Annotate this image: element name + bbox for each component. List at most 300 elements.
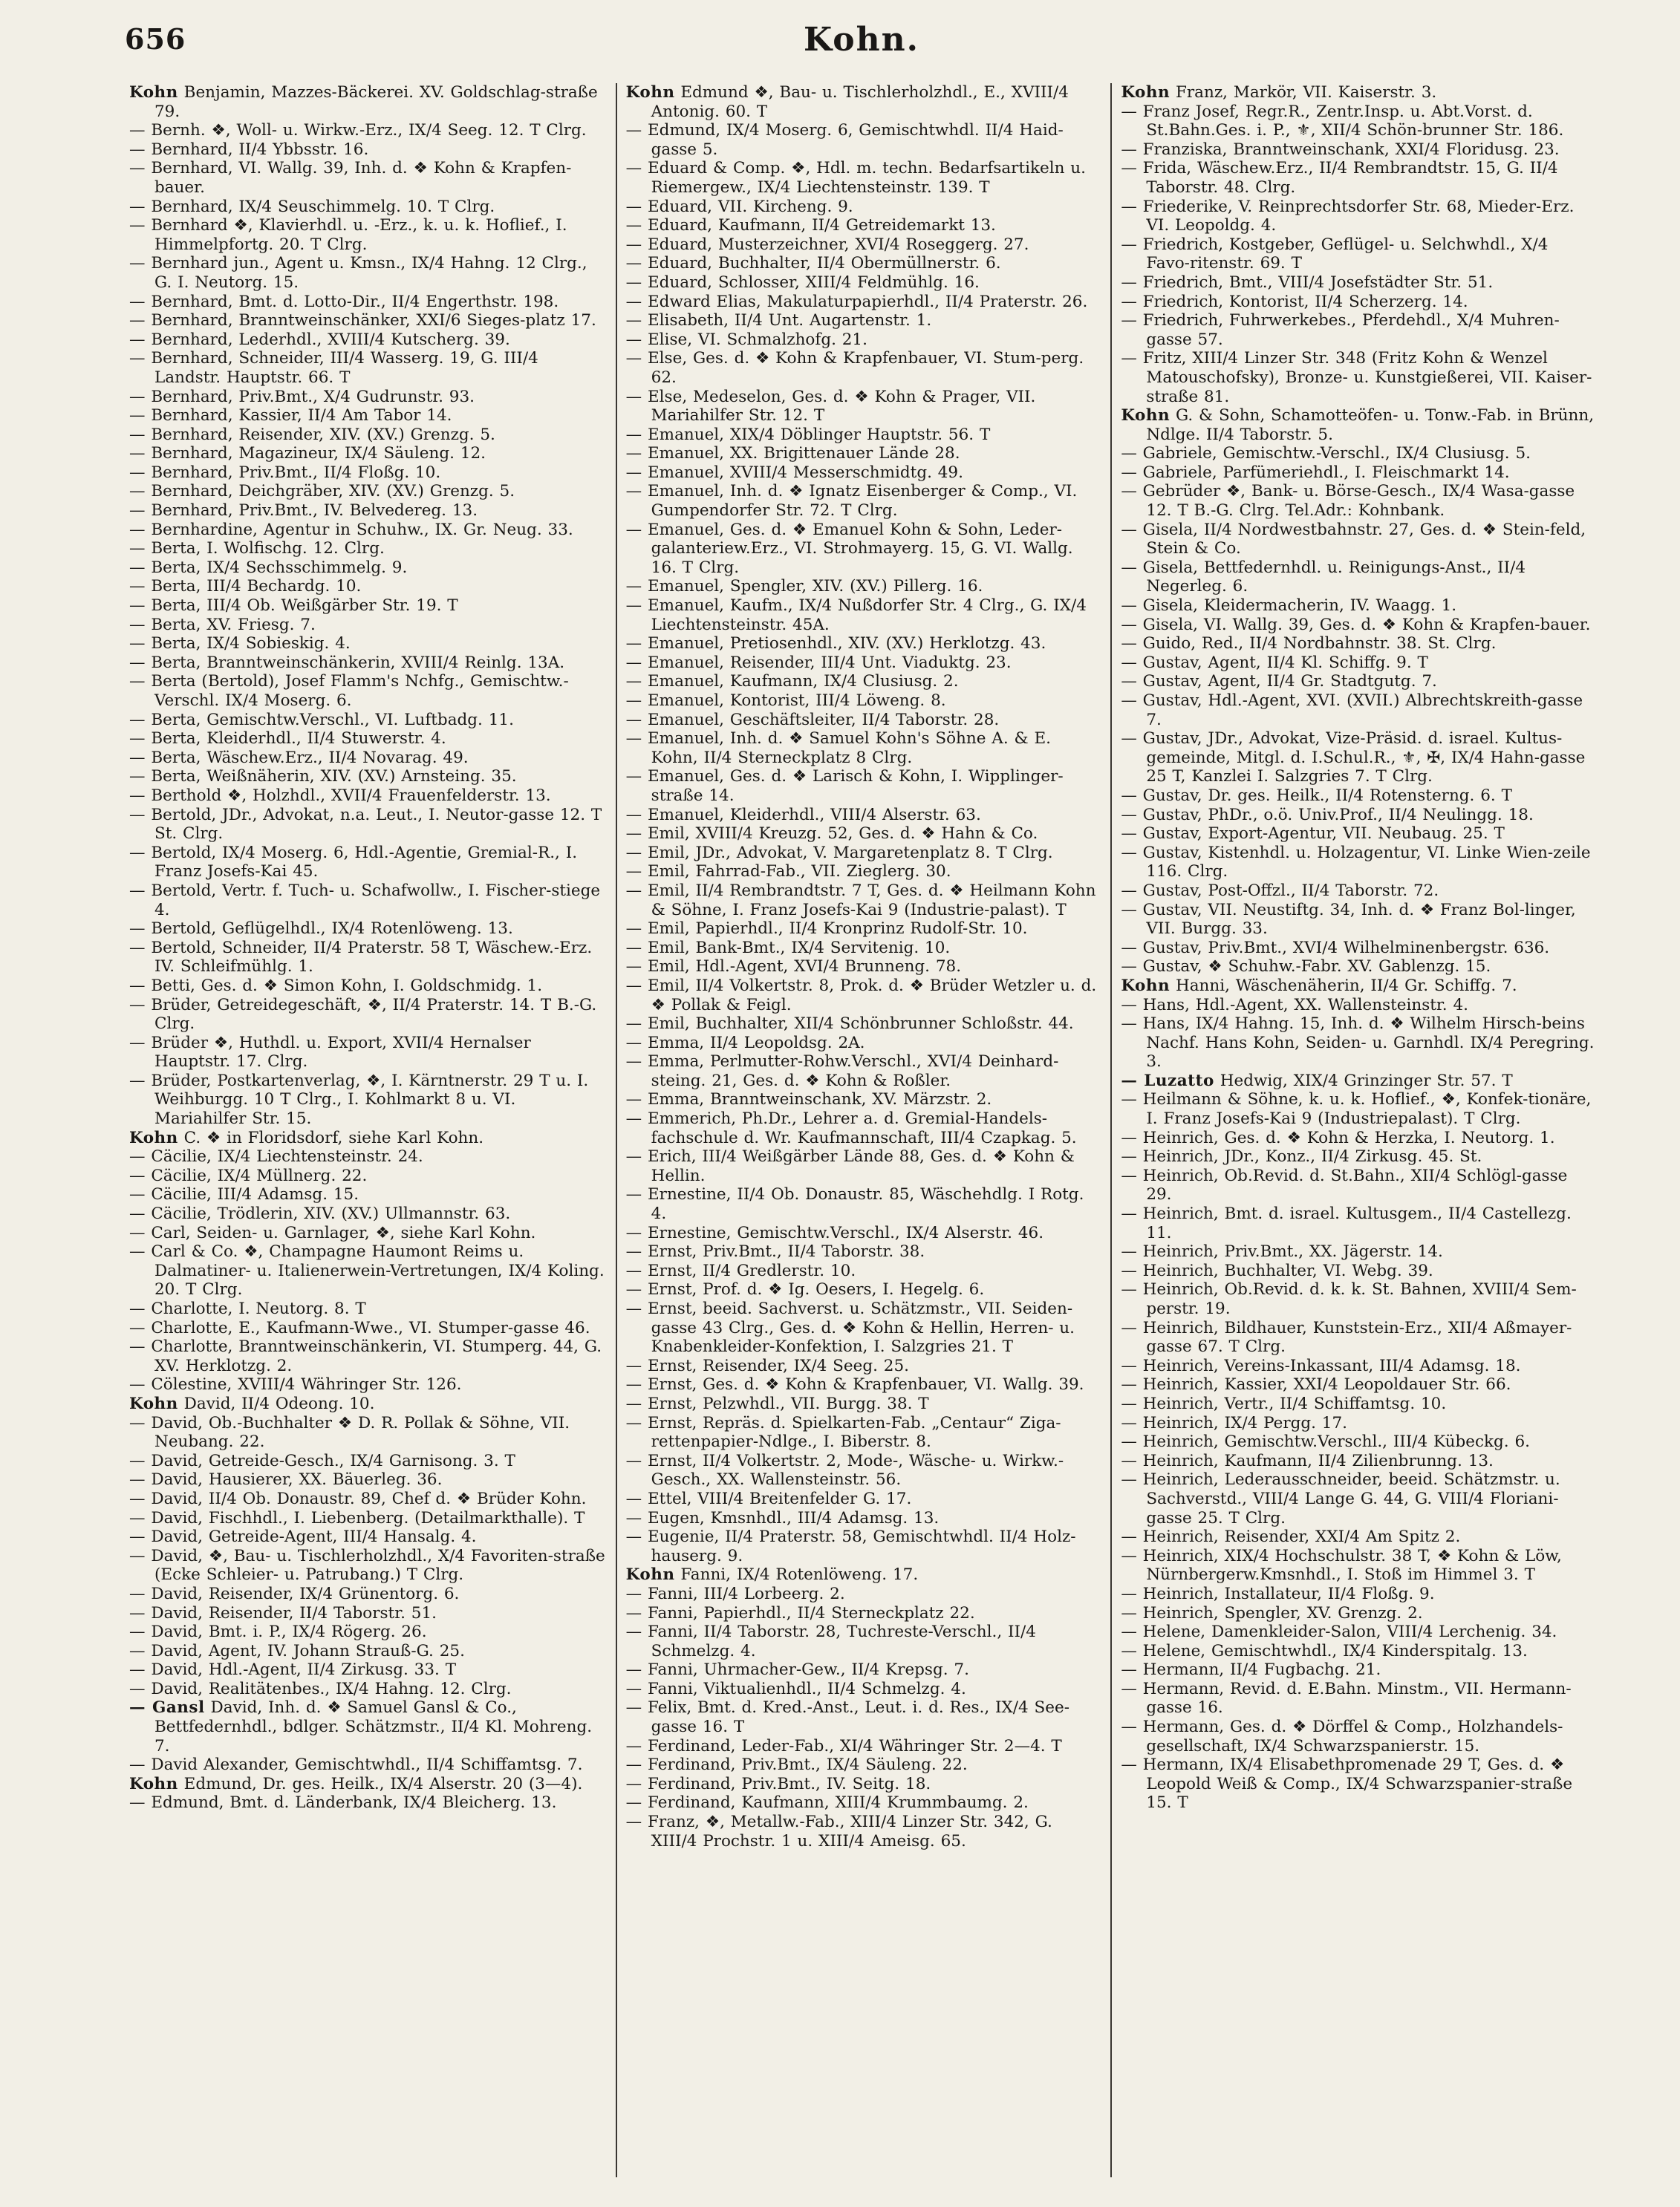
directory-entry — [626, 1242, 1102, 1262]
entry-text: — Heinrich, Ob.Revid. d. k. k. St. Bahnen, XVIII/4 Sem-perstr. 19. — [1121, 1280, 1577, 1318]
directory-entry — [626, 634, 1102, 653]
entry-text: — Heinrich, XIX/4 Hochschulstr. 38 T, ❖ Kohn & Löw, Nürnbergerw.Kmsnhdl., I. Stoß im Himmel 3. T — [1121, 1546, 1562, 1585]
entry-text: — Emanuel, Kontorist, III/4 Löweng. 8. — [625, 691, 946, 710]
entry-text: — Friedrich, Kostgeber, Geflügel- u. Selchwhdl., X/4 Favo-ritenstr. 69. T — [1121, 235, 1549, 273]
entry-text: — Helene, Gemischtwhdl., IX/4 Kinderspitalg. 13. — [1121, 1641, 1528, 1660]
entry-text: — Bernhard jun., Agent u. Kmsn., IX/4 Hahng. 12 Clrg., G. I. Neutorg. 15. — [129, 254, 587, 292]
entry-text: — Gebrüder ❖, Bank- u. Börse-Gesch., IX/4 Wasa-gasse 12. T B.-G. Clrg. Tel.Adr.: Kohnbank. — [1121, 482, 1575, 521]
entry-text: — Heinrich, Priv.Bmt., XX. Jägerstr. 14. — [1121, 1242, 1443, 1262]
entry-text: — Ferdinand, Priv.Bmt., IX/4 Säuleng. 22. — [625, 1756, 968, 1775]
entry-text: — Bernhard, Priv.Bmt., II/4 Floßg. 10. — [129, 463, 441, 482]
directory-entry — [626, 254, 1102, 273]
entry-text: — Felix, Bmt. d. Kred.-Anst., Leut. i. d. Res., IX/4 See-gasse 16. T — [625, 1698, 1069, 1737]
directory-entry — [129, 463, 607, 483]
entry-text: — Heinrich, Installateur, II/4 Floßg. 9. — [1121, 1584, 1435, 1603]
entry-text: — Erich, III/4 Weißgärber Lände 88, Ges. d. ❖ Kohn & Hellin. — [625, 1147, 1075, 1185]
entry-text: — Berta, Kleiderhdl., II/4 Stuwerstr. 4. — [129, 729, 446, 749]
entry-text: — Bertold, Geflügelhdl., IX/4 Rotenlöweng. 13. — [129, 919, 513, 939]
directory-entry — [129, 711, 607, 730]
entry-text: — David, Getreide-Agent, III/4 Hansalg. 4. — [129, 1528, 477, 1547]
entry-text: — Gisela, II/4 Nordwestbahnstr. 27, Ges. d. ❖ Stein-feld, Stein & Co. — [1121, 520, 1586, 558]
entry-text: — Emma, II/4 Leopoldsg. 2A. — [625, 1033, 865, 1052]
entry-text: — Heinrich, Vertr., II/4 Schiffamtsg. 10. — [1121, 1394, 1447, 1413]
entry-surname: Kohn — [129, 1774, 178, 1793]
entry-text: — Ernst, Pelzwhdl., VII. Burgg. 38. T — [625, 1394, 929, 1413]
entry-text: — Emanuel, XIX/4 Döblinger Hauptstr. 56. T — [625, 425, 991, 444]
entry-text: — Emil, Papierhdl., II/4 Kronprinz Rudolf-Str. 10. — [625, 919, 1028, 939]
entry-text: — Ernst, Repräs. d. Spielkarten-Fab. „Centaur“ Ziga-rettenpapier-Ndlge., I. Biberstr. 8. — [625, 1413, 1061, 1452]
directory-entry — [626, 1585, 1102, 1604]
directory-entry — [626, 711, 1102, 730]
entry-text: — Bernhard, Schneider, III/4 Wasserg. 19, G. III/4 Landstr. Hauptstr. 66. T — [129, 349, 538, 387]
entry-text: — Edmund, Bmt. d. Länderbank, IX/4 Bleicherg. 13. — [129, 1793, 557, 1813]
entry-text: — Ernst, Prof. d. ❖ Ig. Oesers, I. Hegelg. 6. — [625, 1280, 985, 1300]
entry-text: — Emanuel, Kaufmann, IX/4 Clusiusg. 2. — [625, 672, 959, 691]
directory-entry — [1121, 786, 1597, 806]
entry-text: — Berta, XV. Friesg. 7. — [129, 615, 316, 634]
entry-text: — Heinrich, IX/4 Pergg. 17. — [1121, 1413, 1347, 1432]
directory-entry — [626, 1509, 1102, 1528]
directory-entry — [1121, 1528, 1597, 1547]
directory-entry — [626, 1604, 1102, 1623]
entry-text: — Emanuel, Ges. d. ❖ Larisch & Kohn, I. Wipplinger-straße 14. — [625, 767, 1064, 805]
entry-text: — Emil, II/4 Volkertstr. 8, Prok. d. ❖ Brüder Wetzler u. d. ❖ Pollak & Feigl. — [625, 976, 1097, 1014]
entry-text: — Edmund, IX/4 Moserg. 6, Gemischtwhdl. II/4 Haid-gasse 5. — [625, 121, 1064, 159]
entry-text: — Bernhard, Branntweinschänker, XXI/6 Sieges-platz 17. — [129, 311, 596, 330]
directory-entry — [129, 1242, 607, 1300]
directory-entry — [129, 330, 607, 350]
entry-text: — Ernst, beeid. Sachverst. u. Schätzmstr., VII. Seiden-gasse 43 Clrg., Ges. d. ❖ Kohn & Hellin, Herren- u. Knabenkleider-Konfektion, I. Salzgries 21. T — [625, 1300, 1075, 1357]
entry-text: — Ernst, Reisender, IX/4 Seeg. 25. — [625, 1356, 909, 1375]
directory-entry — [1121, 1756, 1597, 1813]
directory-entry — [129, 653, 607, 673]
directory-entry — [129, 1204, 607, 1224]
entry-text: — Hermann, Revid. d. E.Bahn. Minstm., VII. Hermann-gasse 16. — [1121, 1679, 1572, 1718]
directory-entry — [129, 1185, 607, 1204]
directory-entry — [1121, 1642, 1597, 1661]
entry-text: — Hans, IX/4 Hahng. 15, Inh. d. ❖ Wilhelm Hirsch-beins Nachf. Hans Kohn, Seiden- u. Garnhdl. IX/4 Peregring. 3. — [1121, 1014, 1595, 1072]
entry-text: — Bernhard, Kassier, II/4 Am Tabor 14. — [129, 406, 452, 426]
directory-entry — [1121, 1129, 1597, 1148]
entry-text: — Emil, II/4 Rembrandtstr. 7 T, Ges. d. ❖ Heilmann Kohn & Söhne, I. Franz Josefs-Kai 9 (Industrie-palast). T — [625, 881, 1096, 919]
directory-entry — [129, 121, 607, 140]
entry-text: — Bernhard, II/4 Ybbsstr. 16. — [129, 140, 369, 159]
entry-text: — Ettel, VIII/4 Breitenfelder G. 17. — [625, 1489, 912, 1508]
entry-text: — Emmerich, Ph.Dr., Lehrer a. d. Gremial-Handels-fachschule d. Wr. Kaufmannschaft, III/4 Czapkag. 5. — [625, 1109, 1077, 1147]
entry-text: Edmund, Dr. ges. Heilk., IX/4 Alserstr. 20 (3—4). — [178, 1774, 583, 1793]
entry-text: — Gabriele, Gemischtw.-Verschl., IX/4 Clusiusg. 5. — [1121, 444, 1531, 463]
directory-entry — [129, 83, 607, 121]
directory-entry — [626, 121, 1102, 159]
directory-entry — [1121, 1623, 1597, 1642]
directory-entry — [626, 1698, 1102, 1736]
entry-text: — Hermann, Ges. d. ❖ Dörffel & Comp., Holzhandels-gesellschaft, IX/4 Schwarzspanierstr. 15. — [1121, 1718, 1563, 1756]
directory-entry — [1121, 558, 1597, 596]
entry-text: — Guido, Red., II/4 Nordbahnstr. 38. St. Clrg. — [1121, 634, 1497, 653]
entry-text: — Hans, Hdl.-Agent, XX. Wallensteinstr. 4. — [1121, 995, 1468, 1014]
entry-text: — Bertold, IX/4 Moserg. 6, Hdl.-Agentie, Gremial-R., I. Franz Josefs-Kai 45. — [129, 843, 578, 881]
entry-text: — Eduard & Comp. ❖, Hdl. m. techn. Bedarfsartikeln u. Riemergew., IX/4 Liechtensteinstr. 139. T — [625, 159, 1086, 197]
directory-entry — [129, 426, 607, 445]
directory-entry — [129, 634, 607, 653]
entry-text: — Friedrich, Kontorist, II/4 Scherzerg. 14. — [1121, 292, 1468, 311]
entry-text: — Bertold, Vertr. f. Tuch- u. Schafwollw., I. Fischer-stiege 4. — [129, 881, 601, 919]
entry-text: David, Inh. d. ❖ Samuel Gansl & Co., Bettfedernhdl., bdlger. Schätzmstr., II/4 Kl. Mohreng. 7. — [154, 1698, 593, 1756]
directory-entry — [626, 1660, 1102, 1680]
directory-entry — [626, 1793, 1102, 1813]
directory-entry — [626, 1375, 1102, 1395]
entry-text: — Gustav, PhDr., o.ö. Univ.Prof., II/4 Neulingg. 18. — [1121, 805, 1534, 824]
directory-entry — [129, 1490, 607, 1509]
directory-entry — [626, 653, 1102, 673]
directory-entry — [626, 330, 1102, 350]
directory-entry — [1121, 1280, 1597, 1318]
directory-entry — [129, 482, 607, 501]
directory-entry — [129, 1775, 607, 1794]
directory-entry — [129, 596, 607, 616]
entry-text: — Bernhardine, Agentur in Schuhw., IX. Gr. Neug. 33. — [129, 520, 573, 539]
directory-entry — [626, 444, 1102, 463]
directory-entry — [626, 862, 1102, 881]
column-1 — [120, 83, 616, 2177]
directory-entry — [129, 844, 607, 881]
directory-entry — [1121, 293, 1597, 312]
entry-text: Franz, Markör, VII. Kaiserstr. 3. — [1170, 83, 1437, 102]
entry-text: — Eduard, Musterzeichner, XVI/4 Roseggerg. 27. — [625, 235, 1029, 254]
directory-entry — [626, 1280, 1102, 1300]
entry-text: — Franz Josef, Regr.R., Zentr.Insp. u. Abt.Vorst. d. St.Bahn.Ges. i. P., ⚜, XII/4 Schön-brunner Str. 186. — [1121, 102, 1564, 140]
directory-entry — [626, 521, 1102, 578]
entry-text: — Bernhard, Deichgräber, XIV. (XV.) Grenzg. 5. — [129, 482, 515, 501]
entry-text: — Cäcilie, IX/4 Müllnerg. 22. — [129, 1166, 368, 1185]
entry-text: — Charlotte, E., Kaufmann-Wwe., VI. Stumper-gasse 46. — [129, 1318, 590, 1337]
entry-text: — David Alexander, Gemischtwhdl., II/4 Schiffamtsg. 7. — [129, 1756, 583, 1775]
directory-entry — [626, 1109, 1102, 1147]
directory-entry — [626, 426, 1102, 445]
directory-entry — [626, 596, 1102, 634]
entry-text: — Gustav, Priv.Bmt., XVI/4 Wilhelminenbergstr. 636. — [1121, 938, 1550, 957]
directory-entry — [626, 273, 1102, 293]
directory-entry — [1121, 406, 1597, 444]
entry-text: — Friedrich, Bmt., VIII/4 Josefstädter Str. 51. — [1121, 273, 1494, 292]
entry-text: — Bertold, Schneider, II/4 Praterstr. 58 T, Wäschew.-Erz. IV. Schleifmühlg. 1. — [129, 938, 593, 977]
directory-entry — [129, 159, 607, 197]
directory-entry — [129, 977, 607, 996]
directory-entry — [1121, 901, 1597, 939]
directory-entry — [129, 1642, 607, 1661]
column-3 — [1110, 83, 1606, 2177]
entry-text: — Bernhard, Reisender, XIV. (XV.) Grenzg. 5. — [129, 425, 495, 444]
directory-entry — [626, 1224, 1102, 1243]
entry-text: — Gustav, ❖ Schuhw.-Fabr. XV. Gablenzg. 15. — [1121, 957, 1491, 977]
directory-entry — [1121, 616, 1597, 635]
entry-text: — Emanuel, Kaufm., IX/4 Nußdorfer Str. 4 Clrg., G. IX/4 Liechtensteinstr. 45A. — [625, 596, 1087, 634]
entry-text: — Eduard, VII. Kircheng. 9. — [625, 197, 853, 216]
directory-entry — [1121, 881, 1597, 901]
entry-text: — Fritz, XIII/4 Linzer Str. 348 (Fritz Kohn & Wenzel Matouschofsky), Bronze- u. Kunstgießerei, VII. Kaiser-straße 81. — [1121, 349, 1592, 406]
directory-entry — [129, 521, 607, 540]
entry-text: — Emil, Buchhalter, XII/4 Schönbrunner Schloßstr. 44. — [625, 1014, 1074, 1034]
entry-text: — Bernhard, IX/4 Seuschimmelg. 10. T Clrg. — [129, 197, 495, 216]
directory-entry — [626, 1680, 1102, 1699]
directory-entry — [626, 939, 1102, 958]
entry-text: — Berta, Gemischtw.Verschl., VI. Luftbadg. 11. — [129, 710, 514, 729]
entry-text: — Gustav, Kistenhdl. u. Holzagentur, VI. Linke Wien-zeile 116. Clrg. — [1121, 843, 1591, 881]
entry-text: — Cölestine, XVIII/4 Währinger Str. 126. — [129, 1375, 462, 1395]
entry-text: — Emil, Fahrrad-Fab., VII. Zieglerg. 30. — [625, 862, 951, 881]
directory-entry — [626, 1052, 1102, 1090]
directory-entry — [626, 1490, 1102, 1509]
entry-text: — Fanni, Papierhdl., II/4 Sterneckplatz 22. — [625, 1603, 975, 1623]
entry-text: — Heinrich, Ob.Revid. d. St.Bahn., XII/4 Schlögl-gasse 29. — [1121, 1166, 1568, 1204]
entry-text: — Heinrich, Spengler, XV. Grenzg. 2. — [1121, 1603, 1423, 1623]
page-number: 656 — [125, 22, 186, 56]
entry-text: — David, Agent, IV. Johann Strauß-G. 25. — [129, 1641, 465, 1660]
directory-entry — [1121, 1547, 1597, 1585]
entry-text: — Bernh. ❖, Woll- u. Wirkw.-Erz., IX/4 Seeg. 12. T Clrg. — [129, 121, 587, 140]
directory-entry — [626, 1090, 1102, 1109]
directory-entry — [626, 1528, 1102, 1565]
entry-text: — Cäcilie, III/4 Adamsg. 15. — [129, 1185, 359, 1204]
entry-text: — Bernhard, Priv.Bmt., X/4 Gudrunstr. 93. — [129, 387, 475, 406]
entry-text: — Berta, Weißnäherin, XIV. (XV.) Arnsteing. 35. — [129, 767, 517, 786]
directory-entry — [129, 1698, 607, 1756]
entry-text: — Edward Elias, Makulaturpapierhdl., II/4 Praterstr. 26. — [625, 292, 1088, 311]
directory-entry — [1121, 1718, 1597, 1756]
directory-entry — [1121, 1147, 1597, 1167]
entry-text: — Fanni, III/4 Lorbeerg. 2. — [625, 1584, 845, 1603]
entry-text: — Frida, Wäschew.Erz., II/4 Rembrandtstr. 15, G. II/4 Taborstr. 48. Clrg. — [1121, 159, 1558, 197]
directory-entry — [129, 1585, 607, 1604]
directory-entry — [1121, 1319, 1597, 1357]
entry-text: — Friederike, V. Reinprechtsdorfer Str. 68, Mieder-Erz. VI. Leopoldg. 4. — [1121, 197, 1575, 235]
directory-entry — [626, 806, 1102, 825]
entry-text: — Gustav, Agent, II/4 Gr. Stadtgutg. 7. — [1121, 672, 1437, 691]
directory-entry — [626, 1623, 1102, 1660]
directory-entry — [626, 919, 1102, 939]
entry-text: — Bernhard, Lederhdl., XVIII/4 Kutscherg. 39. — [129, 330, 510, 349]
entry-text: — Berta (Bertold), Josef Flamm's Nchfg., Gemischtw.-Verschl. IX/4 Moserg. 6. — [129, 672, 569, 710]
directory-entry — [1121, 311, 1597, 349]
entry-text: — Fanni, Viktualienhdl., II/4 Schmelzg. 4. — [625, 1679, 966, 1698]
entry-text: — Heinrich, Kassier, XXI/4 Leopoldauer Str. 66. — [1121, 1375, 1511, 1395]
entry-text: — Heinrich, Kaufmann, II/4 Zilienbrunng. 13. — [1121, 1451, 1494, 1470]
entry-text: — Ferdinand, Leder-Fab., XI/4 Währinger Str. 2—4. T — [625, 1736, 1062, 1756]
directory-entry — [129, 1319, 607, 1338]
directory-entry — [626, 311, 1102, 330]
entry-text: — Franziska, Branntweinschank, XXI/4 Floridusg. 23. — [1121, 140, 1560, 159]
directory-columns — [120, 83, 1606, 2177]
entry-text: — Emanuel, XVIII/4 Messerschmidtg. 49. — [625, 463, 963, 482]
directory-entry — [626, 1185, 1102, 1223]
entry-text: — Heinrich, Reisender, XXI/4 Am Spitz 2. — [1121, 1528, 1461, 1547]
entry-text: — Heinrich, Buchhalter, VI. Webg. 39. — [1121, 1261, 1433, 1280]
entry-text: — David, ❖, Bau- u. Tischlerholzhdl., X/4 Favoriten-straße (Ecke Schleier- u. Patrubang.) T Clrg. — [129, 1546, 605, 1585]
directory-entry — [626, 1756, 1102, 1775]
entry-text: — Carl & Co. ❖, Champagne Haumont Reims u. Dalmatiner- u. Italienerwein-Vertretungen, IX/4 Koling. 20. T Clrg. — [129, 1242, 605, 1300]
directory-entry — [626, 691, 1102, 711]
entry-text: — Betti, Ges. d. ❖ Simon Kohn, I. Goldschmidg. 1. — [129, 976, 543, 995]
entry-text: — Ferdinand, Kaufmann, XIII/4 Krummbaumg. 2. — [625, 1793, 1029, 1813]
entry-surname: Kohn — [1121, 83, 1171, 102]
directory-entry — [129, 1395, 607, 1414]
directory-entry — [626, 349, 1102, 387]
directory-entry — [129, 216, 607, 254]
entry-text: — Charlotte, Branntweinschänkerin, VI. Stumperg. 44, G. XV. Herklotzg. 2. — [129, 1337, 602, 1375]
directory-entry — [626, 463, 1102, 483]
directory-entry — [129, 919, 607, 939]
directory-entry — [626, 1813, 1102, 1851]
directory-entry — [626, 957, 1102, 977]
entry-text: — Emanuel, Inh. d. ❖ Samuel Kohn's Söhne A. & E. Kohn, II/4 Sterneckplatz 8 Clrg. — [625, 729, 1051, 767]
directory-entry — [1121, 824, 1597, 844]
directory-entry — [129, 198, 607, 217]
directory-entry — [129, 749, 607, 768]
directory-entry — [129, 806, 607, 844]
entry-text: — Berta, IX/4 Sobieskig. 4. — [129, 634, 351, 653]
directory-entry — [129, 1167, 607, 1186]
directory-entry — [1121, 1452, 1597, 1471]
directory-entry — [129, 1623, 607, 1642]
directory-entry — [626, 881, 1102, 919]
directory-entry — [129, 388, 607, 407]
entry-text: — Gustav, Post-Offzl., II/4 Taborstr. 72. — [1121, 881, 1439, 900]
entry-text: — David, Getreide-Gesch., IX/4 Garnisong. 3. T — [129, 1451, 515, 1470]
directory-entry — [1121, 1470, 1597, 1528]
directory-entry — [626, 388, 1102, 426]
entry-text: — Emanuel, XX. Brigittenauer Lände 28. — [625, 444, 960, 463]
entry-text: — David, Hausierer, XX. Bäuerleg. 36. — [129, 1470, 443, 1490]
directory-entry — [626, 1014, 1102, 1034]
directory-entry — [1121, 349, 1597, 406]
entry-text: — Eugen, Kmsnhdl., III/4 Adamsg. 13. — [625, 1508, 940, 1528]
directory-entry — [129, 1547, 607, 1585]
entry-text: — Emil, JDr., Advokat, V. Margaretenplatz 8. T Clrg. — [625, 843, 1053, 862]
entry-text: — Hermann, IX/4 Elisabethpromenade 29 T, Ges. d. ❖ Leopold Weiß & Comp., IX/4 Schwarzspanier-straße 15. T — [1121, 1756, 1573, 1813]
directory-entry — [1121, 596, 1597, 616]
directory-entry — [626, 1565, 1102, 1585]
entry-text: — Heinrich, Bildhauer, Kunststein-Erz., XII/4 Aßmayer-gasse 67. T Clrg. — [1121, 1318, 1572, 1357]
entry-text: — Emanuel, Reisender, III/4 Unt. Viaduktg. 23. — [625, 653, 1012, 672]
entry-text: — Ferdinand, Priv.Bmt., IV. Seitg. 18. — [625, 1774, 931, 1793]
directory-entry — [129, 786, 607, 806]
directory-entry — [129, 1793, 607, 1813]
entry-text: — Ernst, II/4 Volkertstr. 2, Mode-, Wäsche- u. Wirkw.-Gesch., XX. Wallensteinstr. 56. — [625, 1451, 1064, 1490]
entry-surname: — Luzatto — [1121, 1071, 1214, 1090]
directory-entry — [1121, 1167, 1597, 1204]
directory-entry — [129, 1375, 607, 1395]
entry-text: — Heilmann & Söhne, k. u. k. Hoflief., ❖, Konfek-tionäre, I. Franz Josefs-Kai 9 (Industriepalast). T Clrg. — [1121, 1090, 1592, 1129]
directory-entry — [129, 1756, 607, 1775]
directory-entry — [1121, 1585, 1597, 1604]
directory-entry — [129, 1337, 607, 1375]
directory-entry — [1121, 1357, 1597, 1376]
entry-text: — Gabriele, Parfümeriehdl., I. Fleischmarkt 14. — [1121, 463, 1510, 482]
entry-text: Hanni, Wäschenäherin, II/4 Gr. Schiffg. 7. — [1170, 976, 1517, 995]
directory-entry — [626, 1414, 1102, 1452]
directory-entry — [626, 293, 1102, 312]
entry-text: — Cäcilie, Trödlerin, XIV. (XV.) Ullmannstr. 63. — [129, 1204, 511, 1224]
entry-text: — Hermann, II/4 Fugbachg. 21. — [1121, 1660, 1381, 1680]
entry-text: — Bernhard, Magazineur, IX/4 Säuleng. 12. — [129, 444, 486, 463]
directory-entry — [1121, 844, 1597, 881]
directory-entry — [129, 939, 607, 977]
directory-entry — [626, 824, 1102, 844]
directory-entry — [129, 1224, 607, 1243]
directory-entry — [1121, 977, 1597, 996]
directory-entry — [626, 1737, 1102, 1756]
directory-entry — [129, 672, 607, 710]
entry-text: — David, Ob.-Buchhalter ❖ D. R. Pollak & Söhne, VII. Neubang. 22. — [129, 1413, 570, 1452]
entry-text: — Emil, Bank-Bmt., IX/4 Servitenig. 10. — [625, 938, 951, 957]
directory-entry — [626, 1147, 1102, 1185]
entry-text: — Berta, Branntweinschänkerin, XVIII/4 Reinlg. 13A. — [129, 653, 565, 672]
directory-entry — [626, 844, 1102, 863]
entry-text: — Gustav, VII. Neustiftg. 34, Inh. d. ❖ Franz Bol-linger, VII. Burgg. 33. — [1121, 900, 1576, 939]
entry-text: — Gisela, Kleidermacherin, IV. Waagg. 1. — [1121, 596, 1457, 616]
directory-entry — [129, 996, 607, 1034]
directory-entry — [129, 140, 607, 160]
entry-text: — Gisela, Bettfedernhdl. u. Reinigungs-Anst., II/4 Negerleg. 6. — [1121, 558, 1526, 596]
entry-text: — Brüder, Getreidegeschäft, ❖, II/4 Praterstr. 14. T B.-G. Clrg. — [129, 995, 597, 1034]
directory-entry — [129, 729, 607, 749]
entry-text: — Emanuel, Kleiderhdl., VIII/4 Alserstr. 63. — [625, 805, 981, 824]
directory-entry — [129, 406, 607, 426]
directory-entry — [1121, 1680, 1597, 1718]
entry-surname: Kohn — [129, 1128, 178, 1147]
directory-entry — [129, 767, 607, 786]
entry-text: — David, Realitätenbes., IX/4 Hahng. 12. Clrg. — [129, 1679, 512, 1698]
entry-text: — Ernestine, II/4 Ob. Donaustr. 85, Wäschehdlg. I Rotg. 4. — [625, 1185, 1084, 1224]
entry-text: — Bernhard, VI. Wallg. 39, Inh. d. ❖ Kohn & Krapfen-bauer. — [129, 159, 572, 197]
directory-entry — [626, 482, 1102, 520]
directory-entry — [626, 1262, 1102, 1281]
directory-entry — [1121, 806, 1597, 825]
directory-entry — [1121, 729, 1597, 786]
directory-entry — [129, 1072, 607, 1129]
entry-surname: Kohn — [625, 83, 675, 102]
entry-text: — Gustav, Dr. ges. Heilk., II/4 Rotensterng. 6. T — [1121, 786, 1512, 805]
directory-entry — [626, 1357, 1102, 1376]
entry-text: — David, II/4 Ob. Donaustr. 89, Chef d. ❖ Brüder Kohn. — [129, 1489, 587, 1508]
directory-entry — [129, 1528, 607, 1547]
directory-entry — [1121, 939, 1597, 958]
directory-entry — [129, 1034, 607, 1072]
entry-text: — Emil, Hdl.-Agent, XVI/4 Brunneng. 78. — [625, 957, 962, 977]
entry-text: G. & Sohn, Schamotteöfen- u. Tonw.-Fab. in Brünn, Ndlge. II/4 Taborstr. 5. — [1146, 406, 1595, 444]
directory-entry — [129, 1300, 607, 1319]
entry-text: Hedwig, XIX/4 Grinzinger Str. 57. T — [1214, 1071, 1513, 1090]
entry-text: Fanni, IX/4 Rotenlöweng. 17. — [674, 1565, 919, 1585]
directory-entry — [626, 1452, 1102, 1490]
entry-text: — Fanni, II/4 Taborstr. 28, Tuchreste-Verschl., II/4 Schmelzg. 4. — [625, 1623, 1036, 1660]
entry-surname: Kohn — [1121, 976, 1171, 995]
entry-text: — Emanuel, Pretiosenhdl., XIV. (XV.) Herklotzg. 43. — [625, 634, 1046, 653]
entry-text: Edmund ❖, Bau- u. Tischlerholzhdl., E., XVIII/4 Antonig. 60. T — [651, 83, 1069, 121]
entry-text: — Eduard, Buchhalter, II/4 Obermüllnerstr. 6. — [625, 254, 1001, 273]
entry-text: — Heinrich, Ges. d. ❖ Kohn & Herzka, I. Neutorg. 1. — [1121, 1128, 1555, 1147]
directory-entry — [1121, 653, 1597, 673]
entry-text: — Ernestine, Gemischtw.Verschl., IX/4 Alserstr. 46. — [625, 1223, 1044, 1242]
entry-text: — Eduard, Kaufmann, II/4 Getreidemarkt 13. — [625, 216, 996, 235]
directory-entry — [129, 444, 607, 463]
entry-text: — David, Reisender, II/4 Taborstr. 51. — [129, 1603, 437, 1623]
entry-text: — Berta, IX/4 Sechsschimmelg. 9. — [129, 558, 408, 577]
directory-entry — [626, 1395, 1102, 1414]
entry-text: — Berta, Wäschew.Erz., II/4 Novarag. 49. — [129, 748, 469, 767]
directory-entry — [1121, 691, 1597, 729]
entry-surname: Kohn — [625, 1565, 675, 1585]
